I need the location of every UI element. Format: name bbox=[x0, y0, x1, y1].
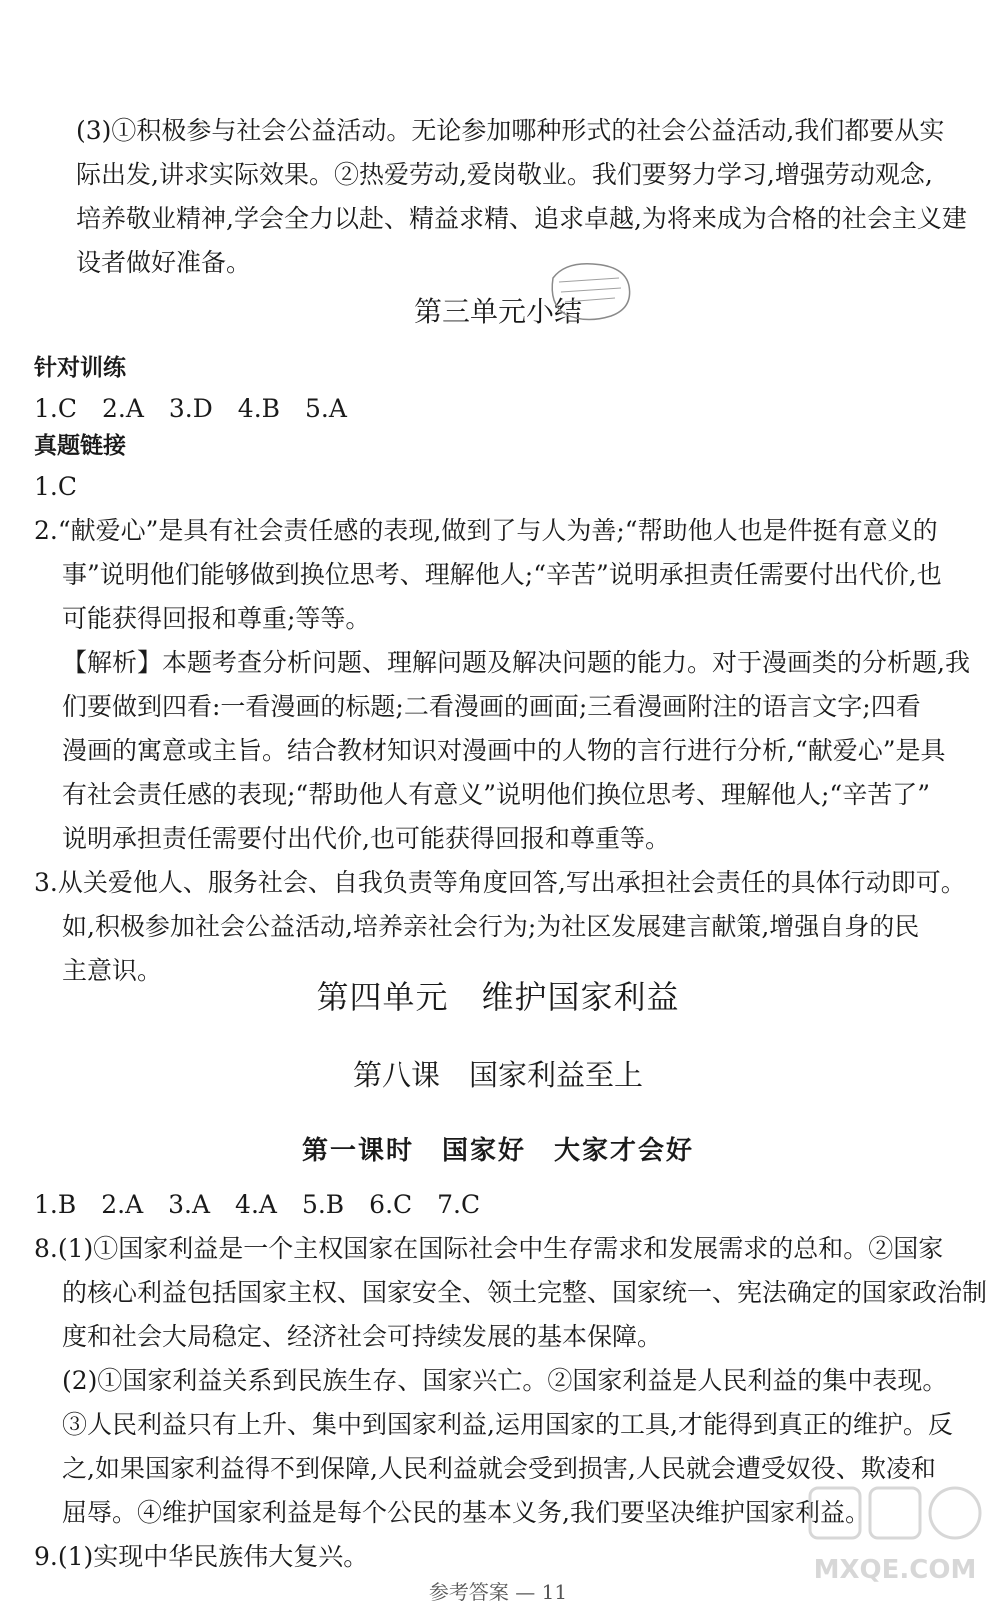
q8-part2-line-3: 之,如果国家利益得不到保障,人民利益就会受到损害,人民就会遭受奴役、欺凌和 bbox=[62, 1454, 936, 1483]
top-paragraph-line-4: 设者做好准备。 bbox=[76, 248, 252, 277]
q9-part1: 9.(1)实现中华民族伟大复兴。 bbox=[34, 1542, 369, 1571]
top-paragraph-line-2: 际出发,讲求实际效果。②热爱劳动,爱岗敬业。我们要努力学习,增强劳动观念, bbox=[76, 160, 933, 189]
exam-q2-line-1: 2.“献爱心”是具有社会责任感的表现,做到了与人为善;“帮助他人也是件挺有意义的 bbox=[34, 516, 938, 545]
q8-part2-line-1: (2)①国家利益关系到民族生存、国家兴亡。②国家利益是人民利益的集中表现。 bbox=[62, 1366, 948, 1395]
period-title: 第一课时 国家好 大家才会好 bbox=[301, 1136, 694, 1166]
stamp-icon bbox=[545, 256, 635, 326]
exam-q1: 1.C bbox=[34, 472, 77, 501]
q8-part2-line-4: 屈辱。④维护国家利益是每个公民的基本义务,我们要坚决维护国家利益。 bbox=[62, 1498, 870, 1527]
top-paragraph-line-3: 培养敬业精神,学会全力以赴、精益求精、追求卓越,为将来成为合格的社会主义建 bbox=[76, 204, 967, 233]
practice-heading: 针对训练 bbox=[34, 355, 126, 381]
exam-q3-line-1: 3.从关爱他人、服务社会、自我负责等角度回答,写出承担社会责任的具体行动即可。 bbox=[34, 868, 966, 897]
analysis-line-1: 【解析】本题考查分析问题、理解问题及解决问题的能力。对于漫画类的分析题,我 bbox=[62, 648, 970, 677]
unit3-summary-title: 第三单元小结 bbox=[413, 295, 582, 328]
lesson-title: 第八课 国家利益至上 bbox=[352, 1058, 643, 1092]
top-paragraph-line-1: (3)①积极参与社会公益活动。无论参加哪种形式的社会公益活动,我们都要从实 bbox=[76, 116, 945, 145]
practice-answers: 1.C 2.A 3.D 4.B 5.A bbox=[34, 394, 347, 423]
page-footer: 参考答案 — 11 bbox=[428, 1580, 568, 1604]
answers-1-7: 1.B 2.A 3.A 4.A 5.B 6.C 7.C bbox=[34, 1190, 481, 1219]
watermark-logo bbox=[800, 1480, 990, 1595]
q8-part1-line-3: 度和社会大局稳定、经济社会可持续发展的基本保障。 bbox=[62, 1322, 663, 1351]
exam-q2-line-3: 可能获得回报和尊重;等等。 bbox=[62, 604, 371, 633]
analysis-line-4: 有社会责任感的表现;“帮助他人有意义”说明他们换位思考、理解他人;“辛苦了” bbox=[62, 780, 930, 809]
analysis-line-3: 漫画的寓意或主旨。结合教材知识对漫画中的人物的言行进行分析,“献爱心”是具 bbox=[62, 736, 946, 765]
analysis-line-5: 说明承担责任需要付出代价,也可能获得回报和尊重等。 bbox=[62, 824, 670, 853]
q8-part1-line-1: 8.(1)①国家利益是一个主权国家在国际社会中生存需求和发展需求的总和。②国家 bbox=[34, 1234, 944, 1263]
unit4-title: 第四单元 维护国家利益 bbox=[316, 978, 680, 1016]
q8-part2-line-2: ③人民利益只有上升、集中到国家利益,运用国家的工具,才能得到真正的维护。反 bbox=[62, 1410, 953, 1439]
analysis-line-2: 们要做到四看:一看漫画的标题;二看漫画的画面;三看漫画附注的语言文字;四看 bbox=[62, 692, 921, 721]
watermark-text: MXQE.COM bbox=[813, 1555, 977, 1585]
exam-heading: 真题链接 bbox=[34, 433, 126, 459]
exam-q3-line-2: 如,积极参加社会公益活动,培养亲社会行为;为社区发展建言献策,增强自身的民 bbox=[62, 912, 920, 941]
exam-q3-line-3: 主意识。 bbox=[62, 956, 163, 985]
q8-part1-line-2: 的核心利益包括国家主权、国家安全、领土完整、国家统一、宪法确定的国家政治制 bbox=[62, 1278, 988, 1307]
exam-q2-line-2: 事”说明他们能够做到换位思考、理解他人;“辛苦”说明承担责任需要付出代价,也 bbox=[62, 560, 942, 589]
